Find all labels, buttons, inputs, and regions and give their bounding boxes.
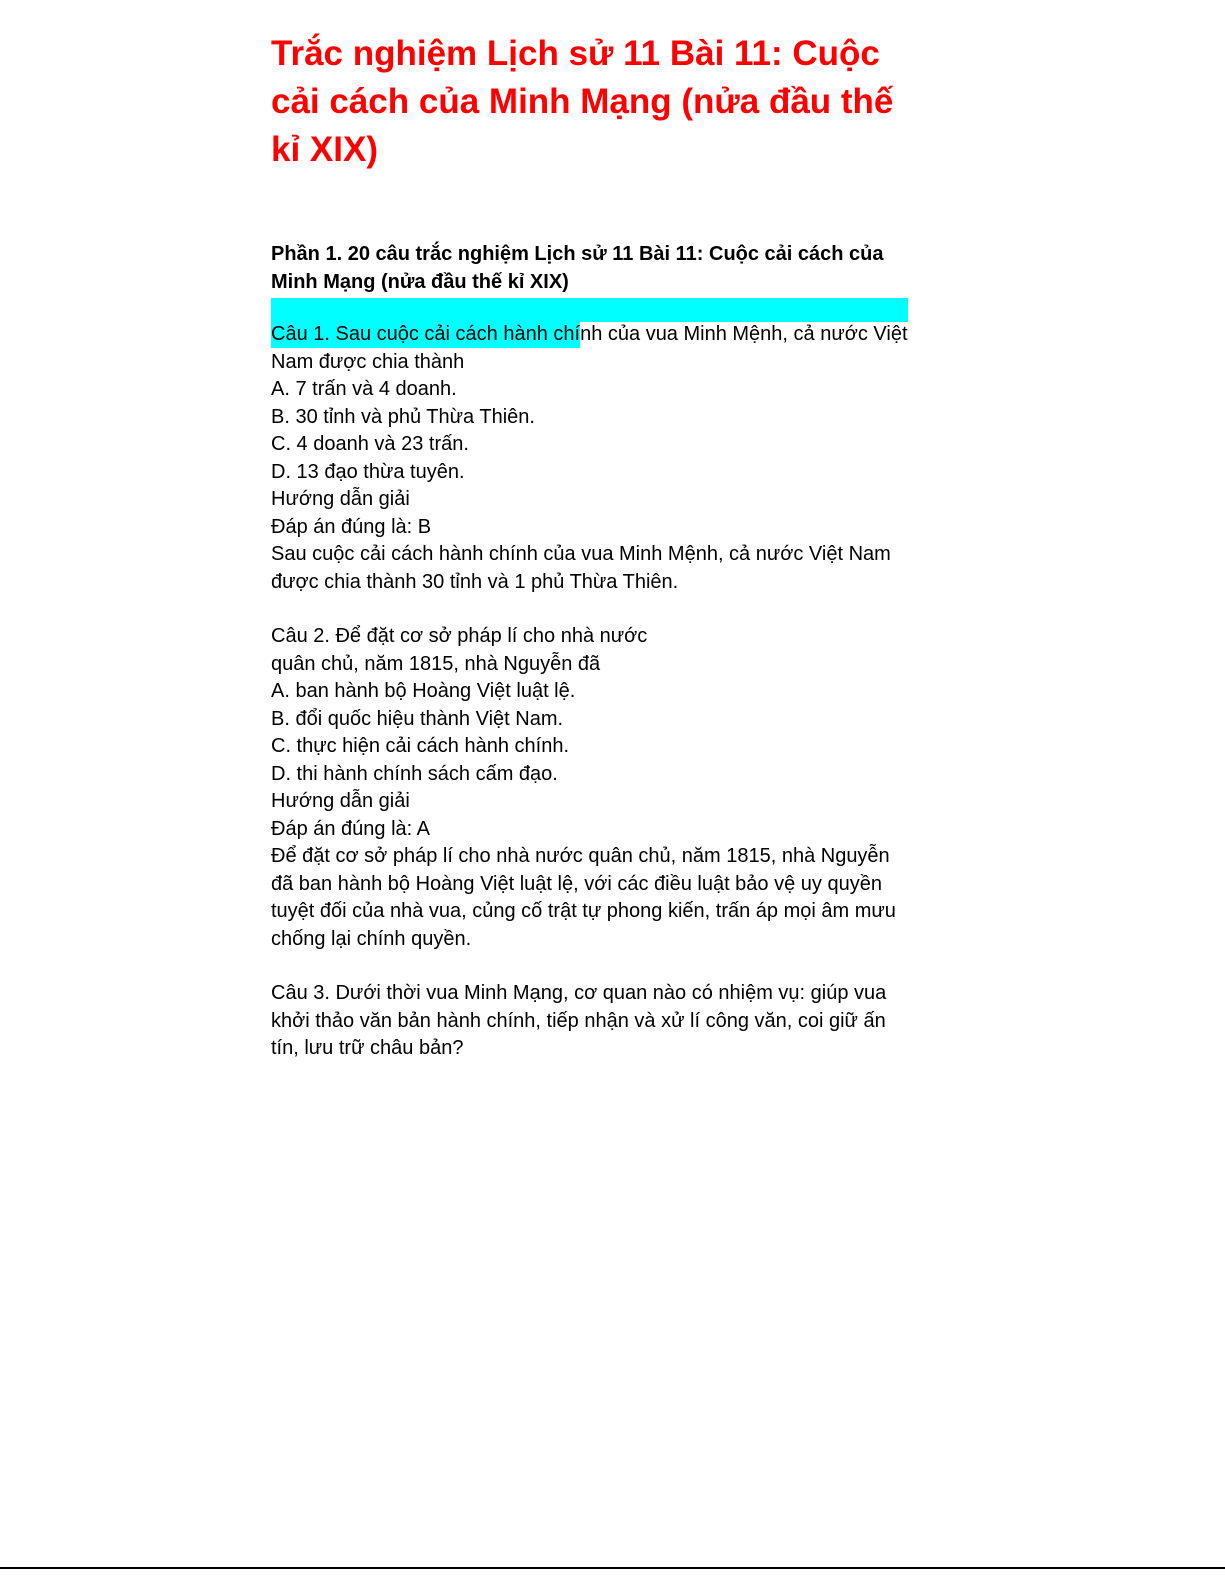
guide-label: Hướng dẫn giải: [271, 790, 410, 812]
explanation-line: được chia thành 30 tỉnh và 1 phủ Thừa Thiên.: [271, 570, 679, 593]
question-3: [271, 980, 951, 1063]
question-prompt-line: tín, lưu trữ châu bản?: [271, 1037, 464, 1059]
question-1: [271, 321, 951, 596]
answer-option-d: D. 13 đạo thừa tuyên.: [271, 460, 465, 483]
correct-answer: Đáp án đúng là: A: [271, 817, 431, 840]
page-bottom-border: [0, 1567, 1225, 1569]
answer-option-a: A. ban hành bộ Hoàng Việt luật lệ.: [271, 680, 576, 702]
question-prompt-line: Câu 2. Để đặt cơ sở pháp lí cho nhà nước: [271, 625, 648, 647]
answer-option-c: C. 4 doanh và 23 trấn.: [271, 433, 469, 455]
answer-option-a: A. 7 trấn và 4 doanh.: [271, 378, 457, 400]
correct-answer: Đáp án đúng là: B: [271, 515, 432, 538]
guide-label: Hướng dẫn giải: [271, 488, 410, 510]
section-heading: Phần 1. 20 câu trắc nghiệm Lịch sử 11 Bài 11: Cuộc cải cách của Minh Mạng (nửa đầu thế kỉ XIX): [271, 243, 884, 293]
explanation-line: chống lại chính quyền.: [271, 927, 472, 950]
question-list: [271, 321, 951, 1090]
document-title: Trắc nghiệm Lịch sử 11 Bài 11: Cuộc cải cách của Minh Mạng (nửa đầu thế kỉ XIX): [271, 34, 894, 169]
question-prompt-line: Câu 1. Sau cuộc cải cách hành chính của vua Minh Mệnh, cả nước Việt: [271, 323, 908, 345]
answer-option-c: C. thực hiện cải cách hành chính.: [271, 735, 570, 757]
question-2: [271, 623, 951, 953]
document-page: [271, 30, 951, 1059]
text-highlight: [271, 298, 908, 322]
answer-option-b: B. 30 tỉnh và phủ Thừa Thiên.: [271, 405, 535, 428]
explanation-line: đã ban hành bộ Hoàng Việt luật lệ, với các điều luật bảo vệ uy quyền: [271, 872, 882, 895]
question-prompt-line: Câu 3. Dưới thời vua Minh Mạng, cơ quan nào có nhiệm vụ: giúp vua: [271, 982, 887, 1004]
explanation-line: Để đặt cơ sở pháp lí cho nhà nước quân chủ, năm 1815, nhà Nguyễn: [271, 845, 890, 867]
explanation-line: tuyệt đối của nhà vua, củng cố trật tự phong kiến, trấn áp mọi âm mưu: [271, 900, 896, 922]
question-prompt-line: quân chủ, năm 1815, nhà Nguyễn đã: [271, 652, 601, 675]
answer-option-d: D. thi hành chính sách cấm đạo.: [271, 762, 558, 785]
question-prompt-line: Nam được chia thành: [271, 350, 465, 373]
explanation-line: Sau cuộc cải cách hành chính của vua Minh Mệnh, cả nước Việt Nam: [271, 543, 891, 565]
question-prompt-line: khởi thảo văn bản hành chính, tiếp nhận và xử lí công văn, coi giữ ấn: [271, 1009, 886, 1032]
answer-option-b: B. đổi quốc hiệu thành Việt Nam.: [271, 707, 564, 730]
